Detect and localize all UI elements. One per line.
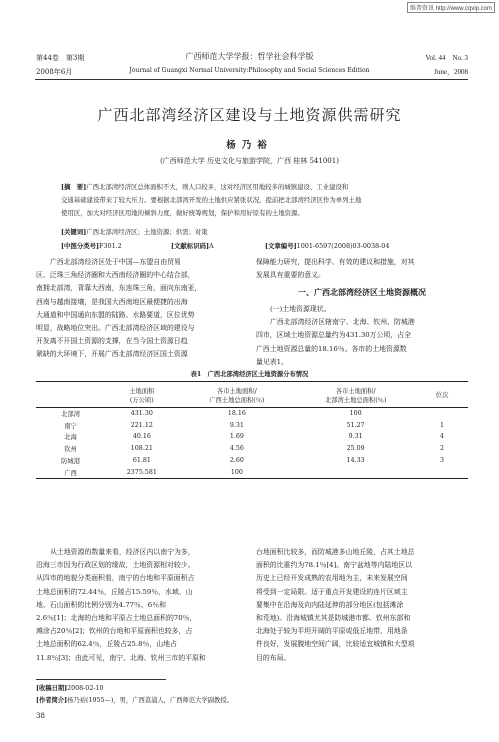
article-number: [文章编号]1001-6597(2008)03-0038-04 <box>265 242 390 250</box>
abstract-line-3: 使用区，加大对经济区用地的倾斜力度，做好统筹规划，保护和用好原有的土地资源。 <box>61 209 304 217</box>
right-column-analysis <box>256 546 468 665</box>
text-line: 件良好，发展腹地空间广阔，比较适宜城镇和大型项 <box>256 640 415 649</box>
right-column-intro <box>256 256 468 282</box>
text-line: 紧缺的大环境下，开展广西北部湾经济区国土资源 <box>36 350 188 359</box>
text-line: 台地面积比较多，而防城港多山地丘陵，占其土地总 <box>256 548 415 556</box>
document-code: [文献标识码]A <box>171 242 214 250</box>
text-line: 保障能力研究，提出科学、有效的建议和措施，对其 <box>256 258 415 266</box>
text-line: 开发离不开国土资源的支撑，在当今国土资源日趋 <box>36 337 188 346</box>
text-line: 面积的比重约为78.1％[4]。南宁盆地等内陆地区以 <box>256 561 413 570</box>
watermark-stamp: 维普资讯 http://www.cqvip.com <box>407 2 495 13</box>
text-line: 大通道和中国通向东盟的陆路、水路要道，区位优势 <box>36 310 195 319</box>
text-line: 2.6％[1]；北海的台地和平原占土地总面积的70％， <box>36 614 197 623</box>
text-line: 从土地资源的数量来看，经济区内以南宁为多， <box>50 548 195 556</box>
text-line: 和荒地)。沿海城镇尤其是防城港市都、钦州东部和 <box>256 614 411 623</box>
page-number: 38 <box>36 712 45 720</box>
text-line: 11.8％[3]；由此可见，南宁、北海、钦州三市的平原和 <box>36 653 206 662</box>
text-line: 明显，战略地位突出。广西北部湾经济区域的建设与 <box>36 324 195 333</box>
text-line: 南拥北部湾，背靠大西南，东连珠三角，面向东南亚， <box>36 284 202 293</box>
abstract-line-2: 交通基础建设带来了较大压力。要根据北部湾开发的土地供应紧张状况，提前把北部湾经济区作为单列土地 <box>61 196 362 204</box>
left-column-intro <box>36 256 244 362</box>
text-line: 历史上已经开发成熟的农用地为主，未来发展空间 <box>256 574 408 583</box>
header-volume-right: Vol. 44 No. 3 <box>425 54 468 62</box>
paper-title: 广西北部湾经济区建设与土地资源供需研究 <box>97 106 402 124</box>
header-rule <box>35 79 468 80</box>
text-line: 北海处于较为平坦开阔的平原或低丘地带，用地条 <box>256 627 408 636</box>
text-line: 广西北部湾经济区辖南宁、北海、钦州、防城港 <box>270 318 415 327</box>
text-line: 土地总面积的62.4％，丘陵占25.8％，山地占 <box>36 640 177 649</box>
keywords-text: 广西北部湾经济区；土地资源；供需；对策 <box>86 228 208 236</box>
text-line: 区、泛珠三角经济圈和大西南经济圈的中心结合部， <box>36 271 195 280</box>
keywords-label: [关键词] <box>61 228 87 236</box>
table-caption: 表1 广西北部湾经济区土地资源分布情况 <box>190 371 309 378</box>
table-header-share-guangxi: 各市土地面积/ 广西土地总面积(％) <box>209 387 265 404</box>
author-affiliation: (广西师范大学 历史文化与旅游学院，广西 桂林 541001) <box>160 157 339 165</box>
table-header-region <box>36 382 105 408</box>
text-line: 四市，区域土地资源总量约为431.30万公顷，占全 <box>256 331 412 340</box>
text-line: 滩涂占20％[2]；钦州的台地和平原面积也较多，占 <box>36 627 193 636</box>
text-line: 土地总面积的72.44％，丘陵占15.59％，水域、山 <box>36 587 193 596</box>
subsection-heading: (一)土地资源现状。 <box>270 305 331 313</box>
abstract-line-1: [摘 要]广西北部湾经济区总体面积不大，则人口较多，这对经济区用地较多的城镇建设、工业建设和 <box>61 183 349 191</box>
header-date-left: 2008年6月 <box>36 68 73 76</box>
text-line: 发展具有重要的意义。 <box>256 271 325 280</box>
abstract <box>61 181 441 220</box>
text-line: 要集中在沿海及向内陆延伸的部分地区(包括滩涂 <box>256 600 404 609</box>
footnote-rule <box>36 679 166 680</box>
header-journal-cn: 广西师范大学学报：哲学社会科学版 <box>185 52 314 61</box>
text-line: 将受到一定局限。适于重点开发建设的连片区域主 <box>256 587 408 596</box>
author-name: 杨乃裕 <box>226 140 273 151</box>
header-date-right: June，2008 <box>434 68 468 76</box>
text-line: 量见表1。 <box>256 357 288 366</box>
table-row: 防城港 61.81 2.60 14.33 3 <box>61 457 445 466</box>
header-journal-en: Journal of Guangxi Normal University:Philosophy and Social Sciences Edition <box>129 67 370 74</box>
keywords <box>61 227 208 236</box>
table-row: 北海 40.16 1.69 9.31 4 <box>64 433 445 442</box>
table-row: 广西 2375.581 100 <box>64 468 243 477</box>
table-row: 南宁 221.12 9.31 51.27 1 <box>64 421 445 430</box>
received-date: [收稿日期]2008-02-10 <box>36 685 104 692</box>
section-heading-1: 一、广西北部湾经济区土地资源概况 <box>298 287 426 297</box>
land-resource-table <box>36 381 468 479</box>
table-header-share-beibu: 各市土地面积/ 北部湾土地总面积(％) <box>324 387 387 404</box>
left-column-analysis <box>36 546 244 665</box>
text-line: 从四市的地貌分类面积看，南宁的台地和平原面积占 <box>36 574 195 583</box>
text-line: 沿海三市因为行政区划的缘故，土地资源相对较少。 <box>36 561 195 570</box>
header-volume-left: 第44卷 第3期 <box>36 54 85 62</box>
text-line: 地、石山面积的比例分别为4.77％、6％和 <box>36 600 166 609</box>
text-line: 广西土地资源总量的18.16％。各市的土地资源数 <box>256 344 407 353</box>
abstract-label: [摘 要] <box>61 183 87 191</box>
table-header-rank: 位次 <box>435 392 449 399</box>
table-row: 北部湾 431.30 18.16 100 <box>61 410 362 419</box>
table-header-area: 土地面积 (万公顷) <box>129 387 155 404</box>
table-row: 钦州 108.21 4.56 25.09 2 <box>64 445 445 454</box>
text-line: 目的布局。 <box>256 653 291 662</box>
text-line: 广西北部湾经济区处于中国—东盟自由贸易 <box>50 258 181 266</box>
author-bio: [作者简介]杨乃裕(1955—)，男，广西荔浦人，广西师范大学副教授。 <box>36 697 233 704</box>
right-column-section <box>256 303 468 369</box>
clc-number: [中图分类号]F301.2 <box>61 242 122 250</box>
text-line: 西南与越南接壤，是我国大西南地区最便捷的出海 <box>36 297 188 306</box>
